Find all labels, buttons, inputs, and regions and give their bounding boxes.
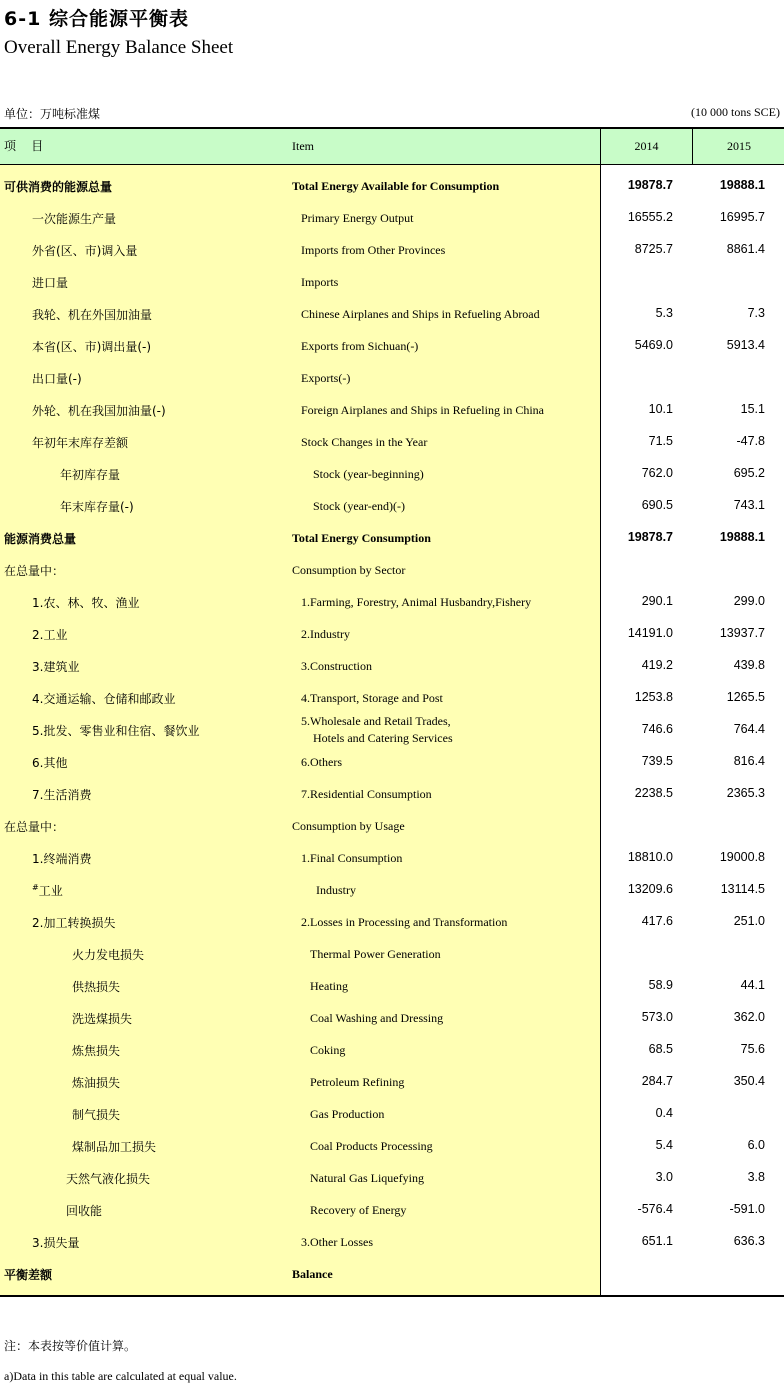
unit-label-en: (10 000 tons SCE) xyxy=(690,105,780,119)
value-2015: 44.1 xyxy=(740,978,765,992)
value-2015: 6.0 xyxy=(747,1138,765,1152)
row-label-en xyxy=(292,178,499,195)
table-row xyxy=(0,779,784,811)
row-label-en xyxy=(292,818,405,835)
row-label-en xyxy=(310,946,441,963)
row-label-cn: 外轮、机在我国加油量(-) xyxy=(32,404,166,418)
row-label-en xyxy=(301,786,432,803)
row-label-cn: 在总量中： xyxy=(4,564,65,578)
row-label-en xyxy=(310,1074,404,1091)
value-2015: 695.2 xyxy=(733,466,765,480)
page-title-en: Overall Energy Balance Sheet xyxy=(4,37,234,58)
value-2014: 1253.8 xyxy=(634,690,673,704)
row-label-en xyxy=(310,1106,384,1123)
footnote-marker: # xyxy=(32,883,39,892)
table-row xyxy=(0,555,784,587)
row-label-cn: 1.终端消费 xyxy=(32,852,92,866)
table-row xyxy=(0,523,784,555)
value-2015: 8861.4 xyxy=(726,242,765,256)
row-label-en xyxy=(292,1266,333,1283)
row-label-en-line: Coal Products Processing xyxy=(310,1139,433,1153)
value-2014: 10.1 xyxy=(648,402,673,416)
row-label-en-line: Hotels and Catering Services xyxy=(313,731,453,745)
value-2015: 19000.8 xyxy=(719,850,765,864)
row-label-en-line: 1.Farming, Forestry, Animal Husbandry,Fishery xyxy=(301,595,532,609)
value-2014: 68.5 xyxy=(648,1042,673,1056)
row-label-en-line: Coal Washing and Dressing xyxy=(310,1011,444,1025)
row-label-cn: 一次能源生产量 xyxy=(32,212,117,226)
row-label-cn: 2.工业 xyxy=(32,628,68,642)
table-row xyxy=(0,267,784,299)
row-label-en-line: 2.Losses in Processing and Transformation xyxy=(301,915,508,929)
row-label-en-line: Petroleum Refining xyxy=(310,1075,405,1089)
value-2014: -576.4 xyxy=(637,1202,673,1216)
row-label-cn: 6.其他 xyxy=(32,756,68,770)
row-label-en-line: Primary Energy Output xyxy=(301,211,414,225)
row-label-cn: 2.加工转换损失 xyxy=(32,916,116,930)
value-2014: 739.5 xyxy=(641,754,673,768)
value-2014: 284.7 xyxy=(641,1074,673,1088)
row-label-en-line: Total Energy Consumption xyxy=(292,531,431,545)
row-label-en xyxy=(316,882,356,899)
table-row xyxy=(0,1003,784,1035)
value-2015: 19888.1 xyxy=(719,530,765,544)
row-label-en-line: Thermal Power Generation xyxy=(310,947,441,961)
row-label-en-line: Stock (year-end)(-) xyxy=(313,499,406,513)
value-2015: -591.0 xyxy=(729,1202,765,1216)
row-label-en xyxy=(301,690,443,707)
row-label-en-line: 3.Construction xyxy=(301,659,372,673)
table-row xyxy=(0,875,784,907)
row-label-cn: 年末库存量(-) xyxy=(60,500,134,514)
value-2015: 16995.7 xyxy=(719,210,765,224)
table-row xyxy=(0,1227,784,1259)
table-row xyxy=(0,587,784,619)
table-row xyxy=(0,203,784,235)
value-2015: 75.6 xyxy=(740,1042,765,1056)
header-year-2015: 2015 xyxy=(692,129,784,164)
row-label-en-line: Balance xyxy=(292,1267,333,1281)
value-2014: 16555.2 xyxy=(627,210,673,224)
row-label-en-line: Heating xyxy=(310,979,348,993)
value-2014: 58.9 xyxy=(648,978,673,992)
row-label-cn: 年初年末库存差额 xyxy=(32,436,129,450)
value-2014: 19878.7 xyxy=(627,530,673,544)
row-label-en-line: Consumption by Sector xyxy=(292,563,406,577)
value-2015: -47.8 xyxy=(736,434,765,448)
row-label-en xyxy=(310,1138,433,1155)
row-label-en xyxy=(301,626,350,643)
value-2014: 2238.5 xyxy=(634,786,673,800)
row-label-en xyxy=(310,1170,424,1187)
table-row xyxy=(0,907,784,939)
row-label-en xyxy=(301,242,445,259)
table-row xyxy=(0,811,784,843)
value-2014: 762.0 xyxy=(641,466,673,480)
table-row xyxy=(0,235,784,267)
table-row xyxy=(0,1131,784,1163)
table-row xyxy=(0,1259,784,1291)
row-label-cn: 火力发电损失 xyxy=(72,948,145,962)
row-label-en xyxy=(292,562,405,579)
row-label-cn: 3.建筑业 xyxy=(32,660,80,674)
row-label-en-line: Chinese Airplanes and Ships in Refueling Abroad xyxy=(301,307,540,321)
unit-label-cn: 单位：万吨标准煤 xyxy=(4,107,101,121)
row-label-en-line: 5.Wholesale and Retail Trades, xyxy=(301,714,451,728)
row-label-en xyxy=(313,498,405,515)
value-2014: 746.6 xyxy=(641,722,673,736)
row-label-en-line: Total Energy Available for Consumption xyxy=(292,179,500,193)
row-label-cn: 供热损失 xyxy=(72,980,121,994)
row-label-cn: 3.损失量 xyxy=(32,1236,80,1250)
row-label-cn: 制气损失 xyxy=(72,1108,121,1122)
row-label-en xyxy=(301,434,427,451)
row-label-cn: 7.生活消费 xyxy=(32,788,92,802)
row-label-en-line: Consumption by Usage xyxy=(292,819,405,833)
header-year-2014: 2014 xyxy=(600,129,692,164)
value-2015: 636.3 xyxy=(733,1234,765,1248)
row-label-cn: 天然气液化损失 xyxy=(66,1172,151,1186)
row-label-en xyxy=(301,658,372,675)
table-row xyxy=(0,171,784,203)
header-item-en: Item xyxy=(292,139,314,153)
table-row xyxy=(0,491,784,523)
row-label-en xyxy=(301,594,531,611)
footnote-cn: 注：本表按等价值计算。 xyxy=(4,1339,137,1353)
header-item-cn: 项 目 xyxy=(4,139,44,153)
table-row xyxy=(0,939,784,971)
table-row xyxy=(0,1163,784,1195)
table-row xyxy=(0,395,784,427)
value-2015: 13937.7 xyxy=(719,626,765,640)
value-2014: 14191.0 xyxy=(627,626,673,640)
row-label-en-line: 7.Residential Consumption xyxy=(301,787,432,801)
table-body xyxy=(0,165,784,1295)
row-label-en-line: Imports xyxy=(301,275,339,289)
row-label-cn: 洗选煤损失 xyxy=(72,1012,133,1026)
value-2015: 15.1 xyxy=(740,402,765,416)
row-label-en xyxy=(301,850,402,867)
row-label-cn: 出口量(-) xyxy=(32,372,82,386)
row-label-en xyxy=(301,370,350,387)
value-2014: 19878.7 xyxy=(627,178,673,192)
row-label-cn: 我轮、机在外国加油量 xyxy=(32,308,153,322)
row-label-en-line: 2.Industry xyxy=(301,627,350,641)
table-row xyxy=(0,619,784,651)
row-label-en xyxy=(292,530,431,547)
row-label-en-line: Exports from Sichuan(-) xyxy=(301,339,419,353)
row-label-en xyxy=(301,274,338,291)
row-label-en xyxy=(301,754,342,771)
row-label-en xyxy=(310,1042,345,1059)
row-label-en-line: 4.Transport, Storage and Post xyxy=(301,691,443,705)
row-label-cn: 能源消费总量 xyxy=(4,532,77,546)
table-row xyxy=(0,1067,784,1099)
value-2015: 350.4 xyxy=(733,1074,765,1088)
table-row xyxy=(0,747,784,779)
row-label-en xyxy=(301,338,418,355)
row-label-cn: 在总量中： xyxy=(4,820,65,834)
row-label-en-line: Recovery of Energy xyxy=(310,1203,407,1217)
value-2014: 0.4 xyxy=(655,1106,673,1120)
row-label-cn: #工业 xyxy=(32,883,63,898)
row-label-cn: 本省(区、市)调出量(-) xyxy=(32,340,152,354)
value-2015: 251.0 xyxy=(733,914,765,928)
value-2014: 690.5 xyxy=(641,498,673,512)
row-label-en-line: Exports(-) xyxy=(301,371,351,385)
table-row xyxy=(0,299,784,331)
value-2015: 299.0 xyxy=(733,594,765,608)
value-2015: 439.8 xyxy=(733,658,765,672)
value-2015: 764.4 xyxy=(733,722,765,736)
value-2014: 419.2 xyxy=(641,658,673,672)
value-2015: 13114.5 xyxy=(720,882,765,896)
value-2014: 651.1 xyxy=(641,1234,673,1248)
value-2014: 417.6 xyxy=(641,914,673,928)
row-label-cn: 炼油损失 xyxy=(72,1076,121,1090)
row-label-en-line: 1.Final Consumption xyxy=(301,851,403,865)
row-label-cn: 平衡差额 xyxy=(4,1268,53,1282)
table-row xyxy=(0,971,784,1003)
row-label-en-line: Stock (year-beginning) xyxy=(313,467,424,481)
value-2014: 5469.0 xyxy=(634,338,673,352)
row-label-cn: 4.交通运输、仓储和邮政业 xyxy=(32,692,176,706)
row-label-en xyxy=(310,1010,443,1027)
value-2015: 816.4 xyxy=(733,754,765,768)
row-label-en-line: Industry xyxy=(316,883,356,897)
row-label-en xyxy=(301,713,453,747)
row-label-en xyxy=(301,914,507,931)
table-row xyxy=(0,843,784,875)
row-label-en xyxy=(310,978,348,995)
row-label-en-line: Coking xyxy=(310,1043,346,1057)
value-2015: 5913.4 xyxy=(726,338,765,352)
value-2015: 362.0 xyxy=(733,1010,765,1024)
row-label-en-line: Stock Changes in the Year xyxy=(301,435,428,449)
table-row xyxy=(0,651,784,683)
row-label-cn: 进口量 xyxy=(32,276,69,290)
table-row xyxy=(0,363,784,395)
row-label-en xyxy=(301,402,544,419)
row-label-en-line: Natural Gas Liquefying xyxy=(310,1171,424,1185)
footnote-en: a)Data in this table are calculated at equal value. xyxy=(4,1369,237,1383)
row-label-en-line: 3.Other Losses xyxy=(301,1235,373,1249)
value-2014: 5.3 xyxy=(655,306,673,320)
value-2015: 1265.5 xyxy=(726,690,765,704)
value-2014: 5.4 xyxy=(655,1138,673,1152)
table-header xyxy=(0,129,784,165)
row-label-cn: 外省(区、市)调入量 xyxy=(32,244,138,258)
table-row xyxy=(0,1099,784,1131)
table-row xyxy=(0,715,784,747)
row-label-cn: 回收能 xyxy=(66,1204,103,1218)
table-row xyxy=(0,459,784,491)
row-label-en-line: 6.Others xyxy=(301,755,342,769)
row-label-cn: 年初库存量 xyxy=(60,468,121,482)
value-2015: 3.8 xyxy=(747,1170,765,1184)
value-2015: 2365.3 xyxy=(726,786,765,800)
table-row xyxy=(0,683,784,715)
value-2015: 743.1 xyxy=(733,498,765,512)
value-2014: 290.1 xyxy=(641,594,673,608)
value-2014: 8725.7 xyxy=(634,242,673,256)
row-label-en xyxy=(313,466,424,483)
value-2014: 13209.6 xyxy=(627,882,673,896)
row-label-cn: 炼焦损失 xyxy=(72,1044,121,1058)
value-2015: 19888.1 xyxy=(719,178,765,192)
row-label-en-line: Foreign Airplanes and Ships in Refueling in China xyxy=(301,403,544,417)
row-label-cn: 煤制品加工损失 xyxy=(72,1140,157,1154)
table-row xyxy=(0,1035,784,1067)
row-label-en xyxy=(310,1202,406,1219)
row-label-cn: 5.批发、零售业和住宿、餐饮业 xyxy=(32,724,200,738)
value-2014: 18810.0 xyxy=(627,850,673,864)
value-2014: 573.0 xyxy=(641,1010,673,1024)
row-label-cn: 可供消费的能源总量 xyxy=(4,180,113,194)
row-label-en xyxy=(301,1234,373,1251)
value-2014: 3.0 xyxy=(655,1170,673,1184)
table-row xyxy=(0,427,784,459)
row-label-en-line: Imports from Other Provinces xyxy=(301,243,446,257)
page-title-cn: 6-1 综合能源平衡表 xyxy=(4,8,189,30)
table-row xyxy=(0,1195,784,1227)
row-label-en xyxy=(301,210,413,227)
table-row xyxy=(0,331,784,363)
table-bottom-rule xyxy=(0,1295,784,1297)
row-label-en-line: Gas Production xyxy=(310,1107,385,1121)
value-2015: 7.3 xyxy=(747,306,765,320)
row-label-en xyxy=(301,306,540,323)
value-2014: 71.5 xyxy=(648,434,673,448)
row-label-cn: 1.农、林、牧、渔业 xyxy=(32,596,140,610)
